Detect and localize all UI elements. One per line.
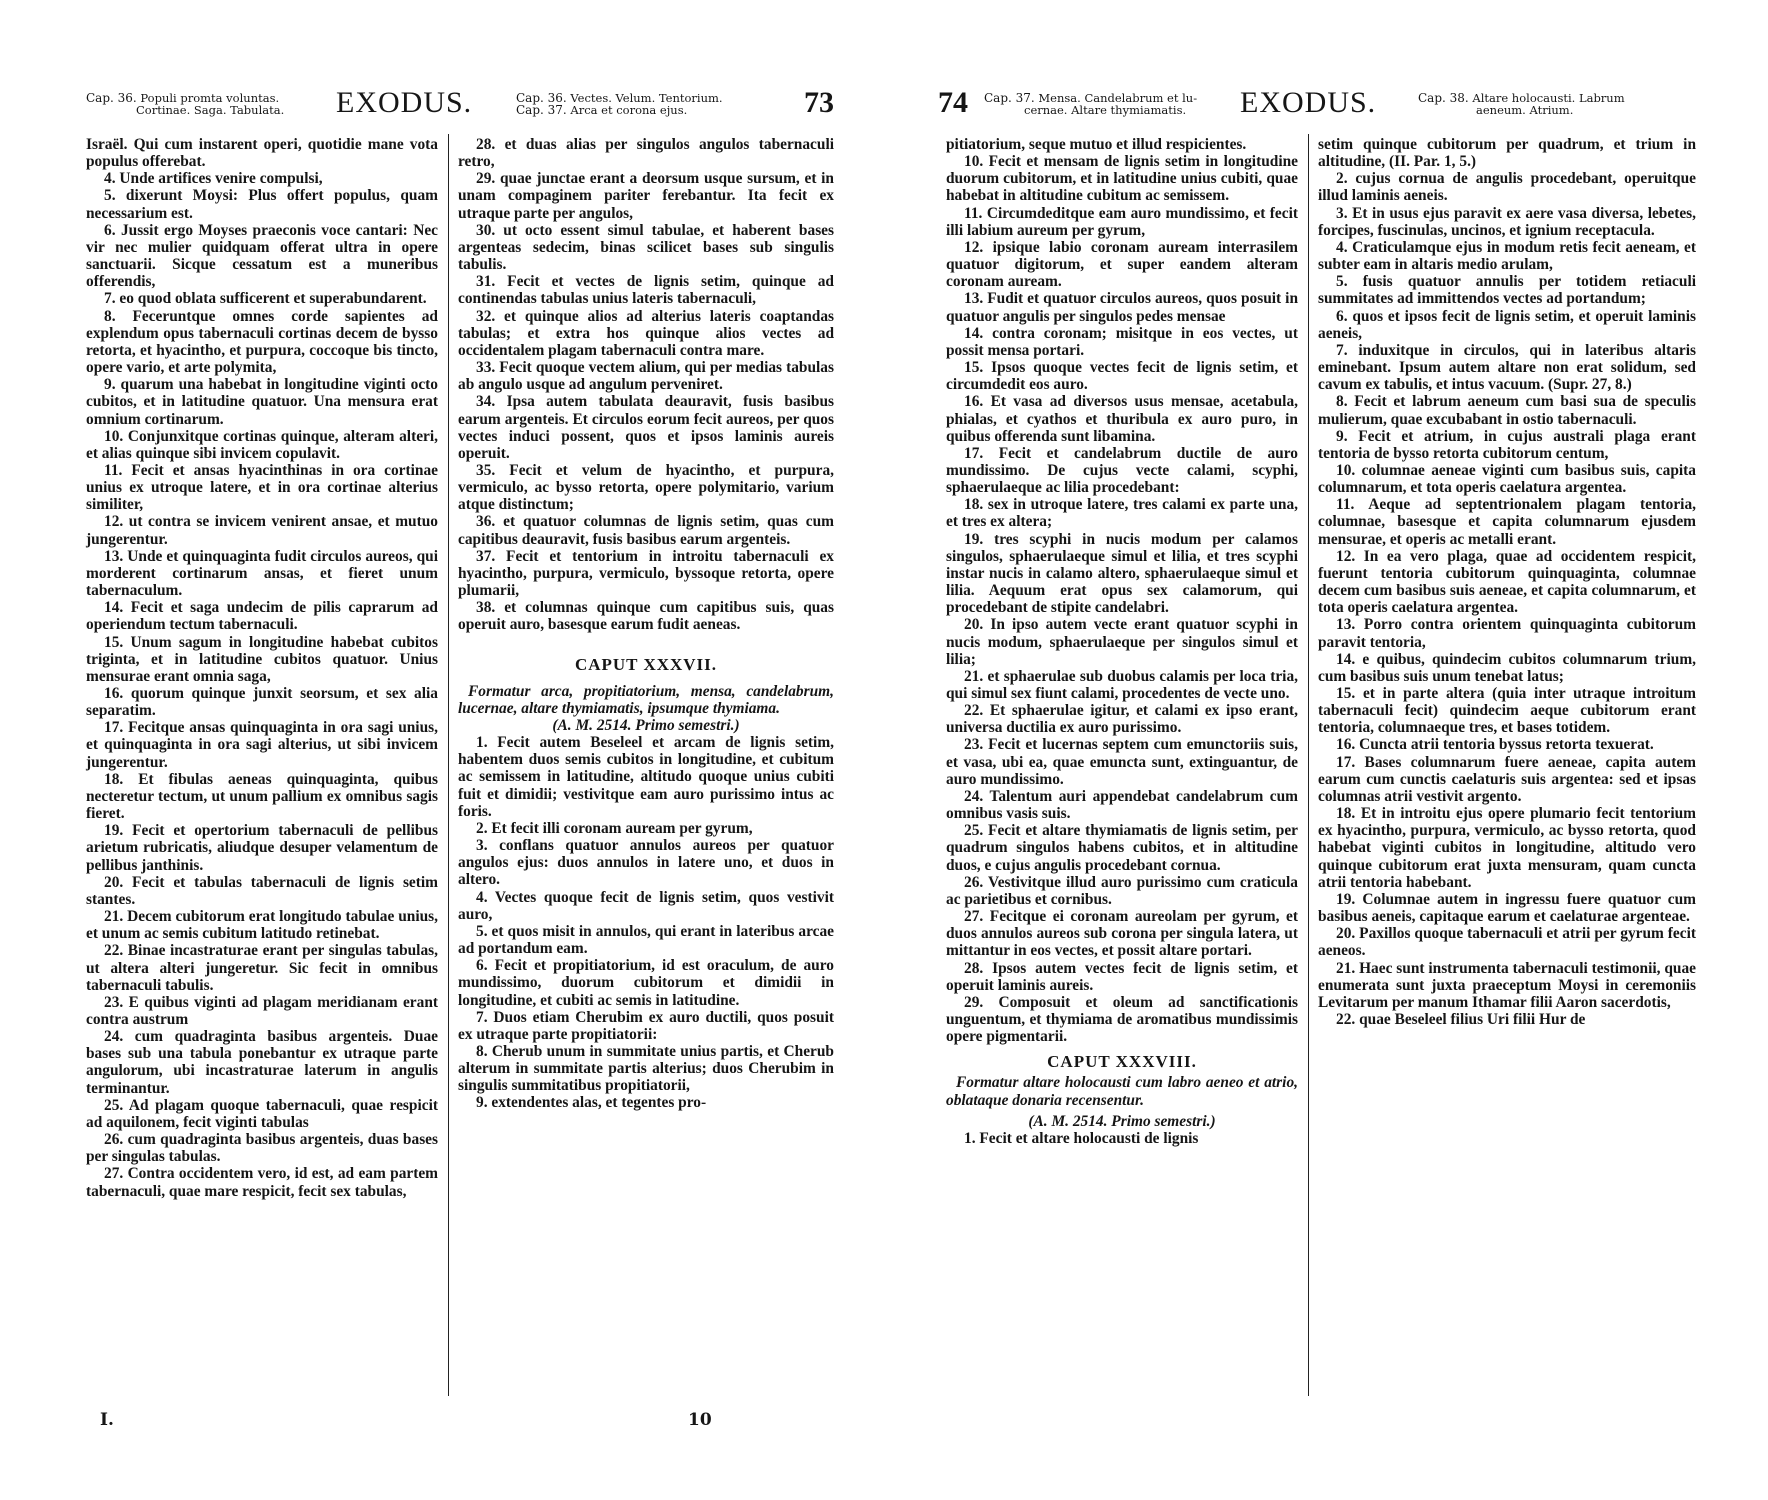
- verse-paragraph: 8. Cherub unum in summitate unius partis, et Cherub alterum in summitate partis alterius; duos Cherubim in singulis summitatibus propitiatorii,: [458, 1042, 834, 1095]
- verse-paragraph: 13. Porro contra orientem quinquaginta cubitorum paravit tentoria,: [1318, 616, 1696, 651]
- verse-paragraph: 4. Craticulamque ejus in modum retis fecit aeneam, et subter eam in altaris medio arulam,: [1318, 238, 1696, 274]
- header-note-text: Cortinae. Saga. Tabulata.: [136, 103, 285, 117]
- verse-paragraph: 20. In ipso autem vecte erant quatuor scyphi in nucis modum, sphaerulaeque per singulos simul et lilia;: [946, 616, 1298, 668]
- verse-paragraph: 22. quae Beseleel filius Uri filii Hur de: [1336, 1010, 1586, 1028]
- verse-paragraph: 4. Unde artifices venire compulsi,: [104, 170, 323, 188]
- header-cap: Cap. 36.: [86, 91, 137, 105]
- header-cap: Cap. 38.: [1418, 91, 1469, 105]
- right-page: [884, 0, 1768, 1500]
- verse-paragraph: 1. Fecit et altare holocausti de lignis: [964, 1129, 1199, 1147]
- verse-paragraph: 14. Fecit et saga undecim de pilis caprarum ad operiendum tectum tabernaculi.: [86, 599, 438, 634]
- verse-paragraph: 33. Fecit quoque vectem alium, qui per medias tabulas ab angulo usque ad angulum perveniret.: [458, 359, 834, 394]
- signature-number: 10: [688, 1410, 712, 1430]
- page-number: 73: [804, 86, 834, 119]
- verse-paragraph: 30. ut octo essent simul tabulae, et haberent bases argenteas sedecim, binas scilicet bases sub singulis tabulis.: [458, 221, 834, 274]
- chapter-date: (A. M. 2514. Primo semestri.): [1028, 1112, 1216, 1130]
- verse-paragraph: 11. Circumdeditque eam auro mundissimo, et fecit illi labium aureum per gyrum,: [946, 204, 1298, 239]
- verse-paragraph: 3. Et in usus ejus paravit ex aere vasa diversa, lebetes, forcipes, fuscinulas, uncinos, et ignium receptacula.: [1318, 204, 1696, 239]
- verse-paragraph: 7. eo quod oblata sufficerent et superabundarent.: [104, 290, 427, 308]
- verse-paragraph: 31. Fecit et vectes de lignis setim, quinque ad continendas tabulas unius lateris tabernaculi,: [458, 273, 834, 308]
- verse-paragraph: 16. Cuncta atrii tentoria byssus retorta texuerat.: [1336, 736, 1654, 754]
- header-note-text: Altare holocausti. Labrum: [1472, 91, 1625, 105]
- signature-mark: I.: [100, 1410, 114, 1430]
- verse-paragraph: 10. Fecit et mensam de lignis setim in longitudine duorum cubitorum, et in latitudine unius cubiti, quae habebat in altitudine cubitum ac semissem.: [946, 153, 1298, 205]
- verse-paragraph: 25. Fecit et altare thymiamatis de lignis setim, per quadrum singulos habens cubitos, et in altitudine duos, e cujus angulis procedebant cornua.: [946, 822, 1298, 874]
- verse-paragraph: 34. Ipsa autem tabulata deauravit, fusis basibus earum argenteis. Et circulos eorum fecit aureos, per quos vectes induci possent, quos et ipsos laminis aureis operuit.: [458, 393, 834, 462]
- verse-paragraph: 27. Fecitque ei coronam aureolam per gyrum, et duos annulos aureos sub corona per singula latera, ut mittantur in eos vectes, et possit altare portari.: [946, 908, 1298, 960]
- verse-paragraph: 29. Composuit et oleum ad sanctificationis unguentum, et thymiama de aromatibus mundissimis opere pigmentarii.: [946, 993, 1298, 1046]
- verse-paragraph: 37. Fecit et tentorium in introitu tabernaculi ex hyacintho, purpura, vermiculo, byssoque retorta, opere plumarii,: [458, 547, 834, 600]
- verse-paragraph: Israël. Qui cum instarent operi, quotidie mane vota populus offerebat.: [86, 136, 438, 171]
- verse-paragraph: 26. Vestivitque illud auro purissimo cum craticula ac parietibus et cornibus.: [946, 873, 1298, 908]
- verse-paragraph: 7. Duos etiam Cherubim ex auro ductili, quos posuit ex utraque parte propitiatorii:: [458, 1008, 834, 1043]
- page-number: 74: [938, 86, 968, 119]
- header-right-note: [516, 92, 723, 116]
- verse-paragraph: 13. Fudit et quatuor circulos aureos, quos posuit in quatuor angulis per singulos pedes mensae: [946, 290, 1298, 325]
- verse-paragraph: 10. Conjunxitque cortinas quinque, alteram alteri, et alias quinque sibi invicem copulavit.: [86, 427, 438, 462]
- verse-paragraph: 17. Fecitque ansas quinquaginta in ora sagi unius, et quinquaginta in ora sagi alterius, ut sibi invicem jungerentur.: [86, 719, 438, 771]
- verse-paragraph: 24. Talentum auri appendebat candelabrum cum omnibus vasis suis.: [946, 787, 1298, 823]
- verse-paragraph: 26. cum quadraginta basibus argenteis, duas bases per singulas tabulas.: [86, 1131, 438, 1166]
- verse-paragraph: 1. Fecit autem Beseleel et arcam de lignis setim, habentem duos semis cubitos in longitudine, et cubitum ac semissem in latitudine, altitudo quoque unius cubiti fuit et dimidii; vestivitque eam auro purissimo intus ac foris.: [458, 734, 834, 820]
- verse-paragraph: 12. ipsique labio coronam auream interrasilem quatuor digitorum, et super eandem alteram coronam auream.: [946, 238, 1298, 291]
- verse-paragraph: 14. e quibus, quindecim cubitos columnarum trium, cum basibus suis unum tenebat latus;: [1318, 650, 1696, 685]
- verse-paragraph: 11. Aeque ad septentrionalem plagam tentoria, columnae, basesque et capita columnarum ejusdem mensurae, et operis ac metalli erant.: [1318, 496, 1696, 548]
- verse-paragraph: 5. dixerunt Moysi: Plus offert populus, quam necessarium est.: [86, 187, 438, 222]
- verse-paragraph: 9. Fecit et atrium, in cujus australi plaga erant tentoria de bysso retorta cubitorum centum,: [1318, 427, 1696, 462]
- verse-paragraph: 28. Ipsos autem vectes fecit de lignis setim, et operuit laminis aureis.: [946, 959, 1298, 994]
- verse-paragraph: 10. columnae aeneae viginti cum basibus suis, capita columnarum, et tota operis caelatura argentea.: [1318, 461, 1696, 497]
- verse-paragraph: 29. quae junctae erant a deorsum usque sursum, et in unam compaginem pariter ferebantur. Ita fecit ex utraque parte per angulos,: [458, 170, 834, 222]
- verse-paragraph: 12. ut contra se invicem venirent ansae, et mutuo jungerentur.: [86, 513, 438, 548]
- verse-paragraph: 21. et sphaerulae sub duobus calamis per loca tria, qui simul sex fiunt calami, procedentes de vecte uno.: [946, 667, 1298, 702]
- verse-paragraph: 15. Unum sagum in longitudine habebat cubitos triginta, et in latitudine cubitos quatuor. Unius mensurae erant omnia saga,: [86, 633, 438, 685]
- verse-paragraph: 16. quorum quinque junxit seorsum, et sex alia separatim.: [86, 685, 438, 720]
- verse-paragraph: 21. Decem cubitorum erat longitudo tabulae unius, et unum ac semis cubitum latitudo retinebat.: [86, 908, 438, 943]
- header-note-text: Mensa. Candelabrum et lu-: [1038, 91, 1198, 105]
- verse-paragraph: 7. induxitque in circulos, qui in lateribus altaris eminebant. Ipsum autem altare non erat solidum, sed cavum ex tabulis, et intus vacuum. (Supr. 27, 8.): [1318, 341, 1696, 394]
- text-column-1: [946, 136, 1298, 1147]
- verse-paragraph: 9. quarum una habebat in longitudine viginti octo cubitos, et in latitudine quatuor. Una mensura erat omnium cortinarum.: [86, 376, 438, 428]
- verse-paragraph: setim quinque cubitorum per quadrum, et trium in altitudine, (II. Par. 1, 5.): [1318, 136, 1696, 171]
- verse-paragraph: 36. et quatuor columnas de lignis setim, quas cum capitibus deauravit, fusis basibus earum argenteis.: [458, 513, 834, 548]
- running-header: [86, 88, 834, 124]
- verse-paragraph: 21. Haec sunt instrumenta tabernaculi testimonii, quae enumerata sunt juxta praeceptum Moysi in ceremoniis Levitarum per manum Ithamar filii Aaron sacerdotis,: [1318, 959, 1696, 1011]
- header-cap: Cap. 37.: [516, 103, 567, 117]
- verse-paragraph: 19. Columnae autem in ingressu fuere quatuor cum basibus aeneis, capitaque earum et caelaturae argenteae.: [1318, 890, 1696, 926]
- verse-paragraph: 20. Paxillos quoque tabernaculi et atrii per gyrum fecit aeneos.: [1318, 925, 1696, 960]
- verse-paragraph: 11. Fecit et ansas hyacinthinas in ora cortinae unius ex utroque latere, et in ora cortinae alterius similiter,: [86, 461, 438, 514]
- verse-paragraph: 9. extendentes alas, et tegentes pro-: [476, 1094, 707, 1112]
- verse-paragraph: 22. Binae incastraturae erant per singulas tabulas, ut altera alteri jungeretur. Sic fecit in omnibus tabernaculi tabulis.: [86, 942, 438, 994]
- verse-paragraph: 12. In ea vero plaga, quae ad occidentem respicit, fuerunt tentoria cubitorum quinquaginta, columnae decem cum basibus suis aeneae, et capita columnarum, et tota operis caelatura argentea.: [1318, 547, 1696, 617]
- verse-paragraph: pitiatorium, seque mutuo et illud respicientes.: [946, 136, 1247, 153]
- verse-paragraph: 6. quos et ipsos fecit de lignis setim, et operuit laminis aeneis,: [1318, 307, 1696, 342]
- verse-paragraph: 25. Ad plagam quoque tabernaculi, quae respicit ad aquilonem, fecit viginti tabulas: [86, 1096, 438, 1131]
- verse-paragraph: 15. et in parte altera (quia inter utraque introitum tabernaculi fecit) quindecim aeque cubitorum erant tentoria, columnaeque tres, et bases totidem.: [1318, 685, 1696, 737]
- verse-paragraph: 23. Fecit et lucernas septem cum emunctoriis suis, et vasa, ubi ea, quae emuncta sunt, extinguantur, de auro mundissimo.: [946, 736, 1298, 788]
- text-column-1: [86, 136, 438, 1200]
- verse-paragraph: 18. Et fibulas aeneas quinquaginta, quibus necteretur tectum, ut unum pallium ex omnibus sagis fieret.: [86, 770, 438, 823]
- verse-paragraph: 18. sex in utroque latere, tres calami ex parte una, et tres ex altera;: [946, 496, 1298, 531]
- verse-paragraph: 23. E quibus viginti ad plagam meridianam erant contra austrum: [86, 993, 438, 1028]
- column-divider: [1308, 134, 1309, 1396]
- header-left-note: [86, 92, 284, 116]
- text-column-2: [1318, 136, 1696, 1028]
- verse-paragraph: 20. Fecit et tabulas tabernaculi de lignis setim stantes.: [86, 873, 438, 908]
- verse-paragraph: 22. Et sphaerulae igitur, et calami ex ipso erant, universa ductilia ex auro purissimo.: [946, 702, 1298, 737]
- chapter-date: (A. M. 2514. Primo semestri.): [552, 717, 740, 734]
- verse-paragraph: 32. et quinque alios ad alterius lateris coaptandas tabulas; et extra hos quinque alios vectes ad occidentalem plagam tabernaculi contra mare.: [458, 307, 834, 359]
- column-divider: [448, 134, 449, 1396]
- verse-paragraph: 2. cujus cornua de angulis procedebant, operuitque illud laminis aeneis.: [1318, 170, 1696, 205]
- chapter-heading: CAPUT XXXVIII.: [1047, 1052, 1197, 1072]
- header-note-text: cernae. Altare thymiamatis.: [1024, 103, 1187, 117]
- verse-paragraph: 15. Ipsos quoque vectes fecit de lignis setim, et circumdedit eos auro.: [946, 359, 1298, 394]
- verse-paragraph: 27. Contra occidentem vero, id est, ad eam partem tabernaculi, quae mare respicit, fecit sex tabulas,: [86, 1165, 438, 1200]
- verse-paragraph: 19. tres scyphi in nucis modum per calamos singulos, sphaerulaeque simul et lilia, et tres scyphi instar nucis in calamo altero, sphaerulaeque simul et lilia. Aequum erat opus sex calamorum, qui procedebant de stipite candelabri.: [946, 530, 1298, 617]
- verse-paragraph: 14. contra coronam; misitque in eos vectes, ut possit mensa portari.: [946, 324, 1298, 359]
- running-title: EXODUS.: [1240, 86, 1377, 119]
- verse-paragraph: 5. fusis quatuor annulis per totidem retiaculi summitates ad immittendos vectes ad portandum;: [1318, 273, 1696, 308]
- header-note-text: aeneum. Atrium.: [1476, 103, 1574, 117]
- verse-paragraph: 8. Feceruntque omnes corde sapientes ad explendum opus tabernaculi cortinas decem de bysso retorta, et hyacintho, et purpura, coccoque bis tincto, opere vario, et arte polymita,: [86, 307, 438, 377]
- verse-paragraph: 35. Fecit et velum de hyacintho, et purpura, vermiculo, ac bysso retorta, opere polymitario, varium atque distinctum;: [458, 461, 834, 514]
- verse-paragraph: 24. cum quadraginta basibus argenteis. Duae bases sub una tabula ponebantur ex utraque parte angulorum, ubi incastraturae laterum in angulis terminantur.: [86, 1028, 438, 1097]
- header-note-text: Populi promta voluntas.: [140, 91, 280, 105]
- verse-paragraph: 8. Fecit et labrum aeneum cum basi sua de speculis mulierum, quae excubabant in ostio tabernaculi.: [1318, 393, 1696, 428]
- running-header: [938, 88, 1698, 124]
- verse-paragraph: 38. et columnas quinque cum capitibus suis, quas operuit auro, basesque earum fudit aeneas.: [458, 599, 834, 634]
- verse-paragraph: 17. Fecit et candelabrum ductile de auro mundissimo. De cujus vecte calami, scyphi, sphaerulaeque ac lilia procedebant:: [946, 444, 1298, 497]
- verse-paragraph: 4. Vectes quoque fecit de lignis setim, quos vestivit auro,: [458, 888, 834, 923]
- verse-paragraph: 5. et quos misit in annulos, qui erant in lateribus arcae ad portandum eam.: [458, 922, 834, 958]
- header-left-note: [984, 92, 1197, 116]
- verse-paragraph: 6. Fecit et propitiatorium, id est oraculum, de auro mundissimo, duorum cubitorum et dimidii in longitudine, et cubiti ac semis in latitudine.: [458, 957, 834, 1009]
- chapter-summary: Formatur altare holocausti cum labro aeneo et atrio, oblataque donaria recensentur.: [946, 1074, 1298, 1109]
- verse-paragraph: 3. conflans quatuor annulos aureos per quatuor angulos ejus: duos annulos in latere uno, et duos in altero.: [458, 837, 834, 889]
- verse-paragraph: 28. et duas alias per singulos angulos tabernaculi retro,: [458, 136, 834, 171]
- chapter-summary: Formatur arca, propitiatorium, mensa, candelabrum, lucernae, altare thymiamatis, ipsumque thymiama.: [458, 682, 834, 717]
- verse-paragraph: 18. Et in introitu ejus opere plumario fecit tentorium ex hyacintho, purpura, vermiculo, ac bysso retorta, quod habebat viginti cubitos in longitudine, altitudo vero quinque cubitorum erat juxta mensuram, quam cuncta atrii tentoria habebant.: [1318, 805, 1696, 891]
- verse-paragraph: 6. Jussit ergo Moyses praeconis voce cantari: Nec vir nec mulier quidquam offerat ultra in opere sanctuarii. Sicque cessatum est a muneribus offerendis,: [86, 221, 438, 291]
- verse-paragraph: 16. Et vasa ad diversos usus mensae, acetabula, phialas, et cyathos et thuribula ex auro puro, in quibus offerenda sunt libamina.: [946, 393, 1298, 445]
- header-note-text: Arca et corona ejus.: [570, 103, 688, 117]
- verse-paragraph: 19. Fecit et opertorium tabernaculi de pellibus arietum rubricatis, aliudque desuper velamentum de pellibus janthinis.: [86, 822, 438, 874]
- header-note-text: Vectes. Velum. Tentorium.: [570, 91, 723, 105]
- verse-paragraph: 2. Et fecit illi coronam auream per gyrum,: [476, 819, 753, 837]
- chapter-heading: CAPUT XXXVII.: [574, 654, 718, 674]
- header-cap: Cap. 37.: [984, 91, 1035, 105]
- header-right-note: [1418, 92, 1625, 116]
- verse-paragraph: 13. Unde et quinquaginta fudit circulos aureos, qui morderent cortinarum ansas, et fieret unum tabernaculum.: [86, 547, 438, 600]
- text-column-2: [458, 136, 834, 1112]
- running-title: EXODUS.: [336, 86, 473, 119]
- verse-paragraph: 17. Bases columnarum fuere aeneae, capita autem earum cum cunctis caelaturis suis argentea: sed et ipsas columnas atrii vestivit argento.: [1318, 753, 1696, 805]
- header-cap: Cap. 36.: [516, 91, 567, 105]
